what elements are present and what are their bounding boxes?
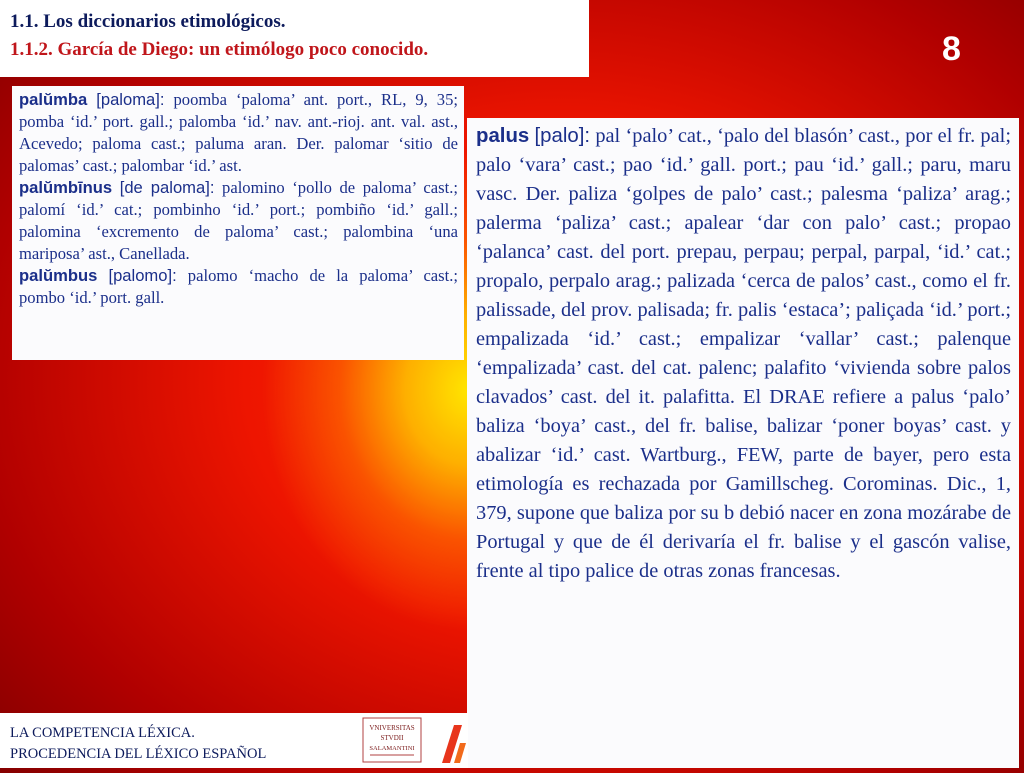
entry-gloss: [de paloma]: <box>119 178 215 197</box>
entry-text: pal ‘palo’ cat., ‘palo del blasón’ cast., por el fr. pal; palo ‘vara’ cast.; pao ‘id.’ gall. port.; pau ‘id.’ gall.; paru, maru vasc. Der. paliza ‘golpes de palo’ cast.; palesma ‘paliza’ arag.; palerma ‘paliza’ cast.; apalear ‘dar con palo’ cast.; propao ‘palanca’ cast. del port. prepau, perpau; perpal, parpal, ‘id.’ cat.; propalo, perpalo arag.; palizada ‘cerca de palos’ cast., como el fr. palissade, del prov. palisada; fr. palis ‘estaca’; paliçada ‘id.’ port.; empalizada ‘id.’ cast.; empalizar ‘vallar’ cast.; palenque ‘empalizada’ cast. del cat. palenc; palafito ‘vivienda sobre palos clavados’ cast. del it. palafitta. El DRAE refiere a palus ‘palo’ baliza ‘boya’ cast., del fr. balise, balizar ‘poner boyas’ cast. y abalizar ‘id.’ cast. Wartburg., FEW, parte de bayer, pero esta etimología es rechazada por Gamillscheg. Corominas. Dic., 1, 379, supone que baliza por su b debió nacer en zona mozárabe de Portugal y que de él derivaría el fr. balise y el gascón valise, frente al tipo palice de otras zonas francesas. <box>476 125 1011 582</box>
entry-gloss: [palo]: <box>534 125 591 147</box>
svg-text:SALAMANTINI: SALAMANTINI <box>369 745 415 752</box>
slide-number: 8 <box>942 30 961 68</box>
entry-headword: palus <box>476 125 530 147</box>
entry-text: palomino ‘pollo de paloma’ cast.; palomí ‘id.’ cat.; pombinho ‘id.’ port.; pombiño ‘id.’ gall.; palomina ‘excremento de paloma’ cast.; palombina ‘una mariposa’ ast., Canellada. <box>19 178 458 263</box>
slide-title: 1.1. Los diccionarios etimológicos. <box>10 11 286 32</box>
dictionary-entry <box>19 89 458 177</box>
dictionary-entry <box>476 122 1011 586</box>
university-seal-logo <box>362 717 422 763</box>
entry-headword: palŭmba <box>19 90 88 109</box>
svg-text:VNIVERSITAS: VNIVERSITAS <box>369 724 415 732</box>
footer-line-2: PROCEDENCIA DEL LÉXICO ESPAÑOL <box>10 746 267 762</box>
dictionary-entry <box>19 177 458 265</box>
entry-gloss: [paloma]: <box>96 90 165 109</box>
dictionary-excerpt-paloma <box>12 86 464 360</box>
entry-text: poomba ‘paloma’ ant. port., RL, 9, 35; pomba ‘id.’ port. gall.; palomba ‘id.’ nav. ant.-rioj. ant. val. ast., Acevedo; paloma cast.; paluma aran. Der. palomar ‘sitio de palomas’ cast.; palombar ‘id.’ ast. <box>19 90 458 175</box>
slide-subtitle: 1.1.2. García de Diego: un etimólogo poco conocido. <box>10 39 429 60</box>
footer-title <box>10 723 266 765</box>
entry-gloss: [palomo]: <box>108 266 177 285</box>
footer-line-1: LA COMPETENCIA LÉXICA. <box>10 725 195 741</box>
brand-logo-icon <box>440 715 468 768</box>
entry-headword: palŭmbīnus <box>19 178 113 197</box>
entry-text: palomo ‘macho de la paloma’ cast.; pombo ‘id.’ port. gall. <box>19 266 458 307</box>
slide-title-box <box>0 0 589 77</box>
dictionary-entry <box>19 265 458 309</box>
dictionary-excerpt-palus <box>467 118 1019 768</box>
entry-headword: palŭmbus <box>19 266 98 285</box>
svg-text:STVDII: STVDII <box>380 734 404 742</box>
